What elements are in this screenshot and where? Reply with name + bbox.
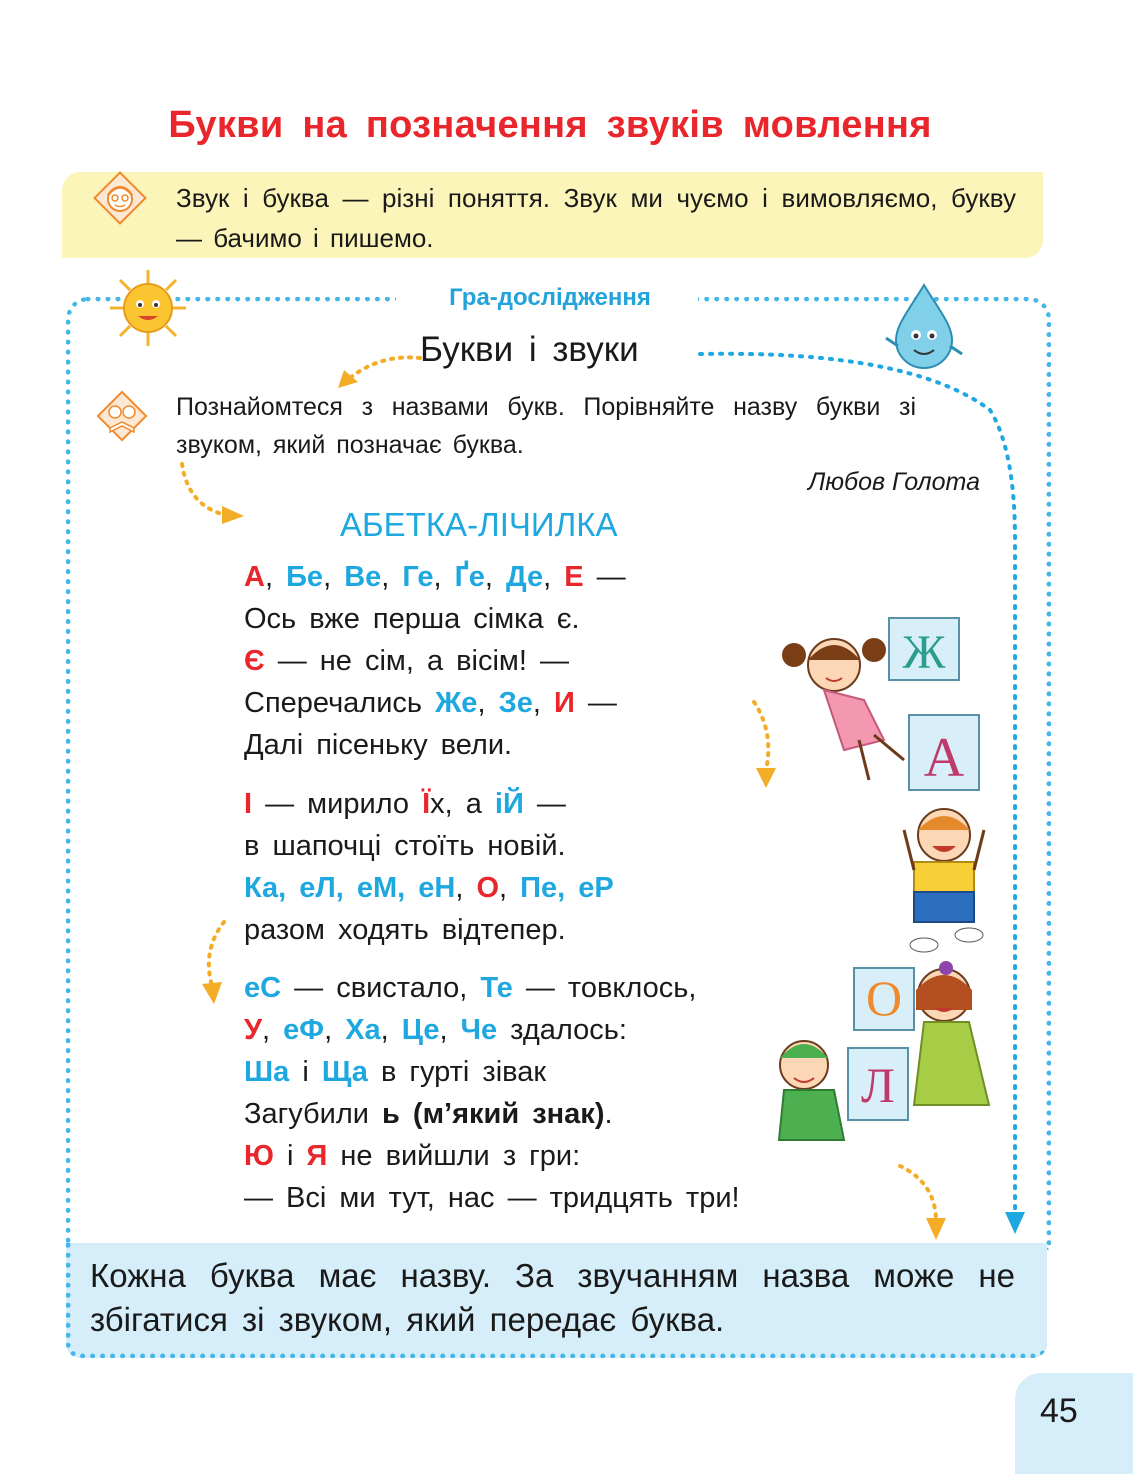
rule-text: Звук і буква — різні поняття. Звук ми чуємо і вимовляємо, букву — бачимо і пишемо. — [176, 183, 1016, 253]
poem-line — [244, 825, 614, 867]
poem-text: , — [323, 561, 345, 593]
poem-line — [244, 556, 626, 598]
consonant-letter-name: Бе — [286, 561, 324, 593]
consonant-letter-name: Це — [401, 1014, 440, 1046]
poem-text: — мирило — [252, 788, 423, 820]
vowel-letter-name: Ї — [422, 788, 431, 820]
poem-text: , — [324, 1014, 346, 1046]
rule-icon — [90, 168, 150, 228]
poem-stanza-3 — [244, 967, 740, 1219]
poem-text: , — [477, 687, 499, 719]
consonant-letter-name: Ха — [345, 1014, 381, 1046]
poem-line — [244, 909, 614, 951]
vowel-letter-name: А — [244, 561, 265, 593]
poem-text: Загубили — [244, 1098, 383, 1130]
vowel-letter-name: Ю — [244, 1140, 274, 1172]
poem-text: , — [532, 687, 554, 719]
poem-line — [244, 1177, 740, 1219]
poem-line — [244, 1051, 740, 1093]
poem-line — [244, 640, 626, 682]
poem-line — [244, 724, 626, 766]
poem-line — [244, 867, 614, 909]
poem-text: , — [543, 561, 565, 593]
consonant-letter-name: Зе — [498, 687, 533, 719]
poem-text: — свистало, — [281, 972, 481, 1004]
page-title: Букви на позначення звуків мовлення — [168, 104, 932, 146]
poem-text: , — [380, 1014, 402, 1046]
consonant-letter-name: Ща — [321, 1056, 368, 1088]
poem-stanza-1 — [244, 556, 626, 766]
poem-line — [244, 598, 626, 640]
letter-card-l: Л — [861, 1057, 895, 1113]
poem-author: Любов Голота — [808, 468, 980, 496]
vowel-letter-name: И — [553, 687, 575, 719]
poem-text: не вийшли з гри: — [327, 1140, 581, 1172]
poem-text: , — [455, 872, 477, 904]
poem-text: Сперечались — [244, 687, 436, 719]
vowel-letter-name: Е — [564, 561, 584, 593]
poem-text: — не сім, а вісім! — — [264, 645, 569, 677]
poem-text: , — [381, 561, 403, 593]
poem-line — [244, 967, 740, 1009]
poem-stanza-2 — [244, 783, 614, 951]
poem-text: здалось: — [497, 1014, 627, 1046]
poem-text: — — [583, 561, 626, 593]
arrow-down-right-icon — [170, 458, 250, 528]
poem-text: Ось вже перша сімка є. — [244, 603, 580, 635]
vowel-letter-name: І — [244, 788, 253, 820]
consonant-letter-name: Че — [460, 1014, 498, 1046]
game-label: Гра-дослідження — [449, 284, 651, 311]
consonant-letter-name: Ша — [244, 1056, 290, 1088]
poem-text: , — [433, 561, 455, 593]
poem-line — [244, 682, 626, 724]
arrow-down-icon-3 — [894, 1160, 954, 1244]
reading-children-icon — [94, 388, 150, 444]
poem-text: і — [289, 1056, 322, 1088]
vowel-letter-name: У — [244, 1014, 263, 1046]
consonant-letter-name: Те — [480, 972, 513, 1004]
vowel-letter-name: Є — [244, 645, 265, 677]
poem-text: Далі пісеньку вели. — [244, 729, 513, 761]
page-number: 45 — [1040, 1392, 1078, 1430]
consonant-letter-name: Де — [506, 561, 544, 593]
poem-line — [244, 1093, 740, 1135]
letter-card-a: А — [923, 727, 965, 789]
task-text: Познайомтеся з назвами букв. Порівняйте назву букви зі звуком, який позначає буква. — [176, 393, 916, 459]
poem-line — [244, 783, 614, 825]
consonant-letter-name: Ге — [402, 561, 434, 593]
poem-text: , — [499, 872, 521, 904]
poem-text: — товклось, — [512, 972, 697, 1004]
arrow-left-icon — [330, 340, 430, 390]
game-subtitle: Букви і звуки — [420, 330, 639, 369]
consonant-letter-name: еФ — [283, 1014, 325, 1046]
poem-line — [244, 1135, 740, 1177]
consonant-letter-name: Пе, еР — [520, 872, 614, 904]
poem-text: х, а — [430, 788, 495, 820]
vowel-letter-name: Я — [306, 1140, 328, 1172]
poem-text: , — [439, 1014, 461, 1046]
poem-text: разом ходять відтепер. — [244, 914, 566, 946]
poem-text: — — [574, 687, 617, 719]
consonant-letter-name: Ка, еЛ, еМ, еН — [244, 872, 456, 904]
poem-title: АБЕТКА-ЛІЧИЛКА — [340, 506, 618, 543]
poem-text: ь (м’який знак) — [382, 1098, 605, 1130]
poem-text: і — [273, 1140, 307, 1172]
consonant-letter-name: Ве — [344, 561, 382, 593]
poem-text: в шапочці стоїть новій. — [244, 830, 566, 862]
sun-character-icon — [108, 268, 188, 348]
arrow-down-icon-2 — [196, 916, 236, 1008]
children-with-letters-illustration — [764, 610, 1004, 1160]
summary-text: Кожна буква має назву. За звучанням назва може не збігатися зі звуком, який передає буква. — [90, 1257, 1015, 1338]
poem-text: , — [262, 1014, 284, 1046]
vowel-letter-name: О — [476, 872, 500, 904]
poem-text: в гурті зівак — [367, 1056, 547, 1088]
consonant-letter-name: іЙ — [494, 788, 524, 820]
consonant-letter-name: Ґе — [454, 561, 485, 593]
consonant-letter-name: Же — [435, 687, 478, 719]
letter-card-zh: Ж — [902, 626, 946, 679]
poem-text: — Всі ми тут, нас — тридцять три! — [244, 1182, 740, 1214]
poem-text: , — [484, 561, 506, 593]
poem-line — [244, 1009, 740, 1051]
consonant-letter-name: еС — [244, 972, 282, 1004]
letter-card-o: О — [865, 970, 903, 1026]
poem-text: . — [604, 1098, 613, 1130]
poem-text: — — [523, 788, 566, 820]
poem-text: , — [264, 561, 287, 593]
